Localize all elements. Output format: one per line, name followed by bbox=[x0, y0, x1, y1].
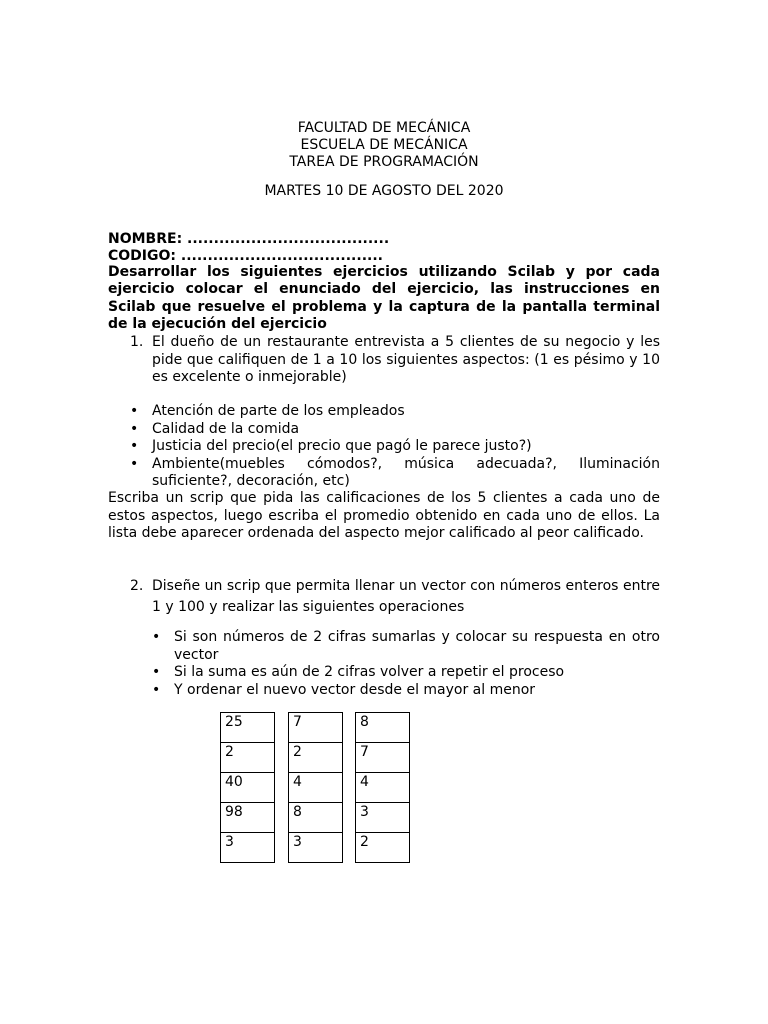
exercise-2-bullets bbox=[152, 629, 660, 699]
table-cell: 8 bbox=[356, 713, 410, 743]
bullet-icon: • bbox=[152, 681, 161, 698]
vector-table-2 bbox=[288, 712, 343, 863]
faculty-title: FACULTAD DE MECÁNICA bbox=[297, 120, 471, 136]
exercise-2 bbox=[108, 576, 660, 618]
table-cell: 3 bbox=[221, 833, 275, 863]
vector-table-3 bbox=[355, 712, 410, 863]
table-cell: 2 bbox=[356, 833, 410, 863]
assignment-date: MARTES 10 DE AGOSTO DEL 2020 bbox=[264, 183, 504, 199]
bullet-icon: • bbox=[130, 438, 139, 454]
exercise-1-text: El dueño de un restaurante entrevista a 5 clientes de su negocio y les pide que califiquen de 1 a 10 los siguientes aspectos: (1 es pésimo y 10 es excelente o inmejorable) bbox=[152, 334, 660, 385]
bullet-icon: • bbox=[152, 629, 161, 645]
table-cell: 7 bbox=[356, 743, 410, 773]
table-cell: 2 bbox=[289, 743, 343, 773]
exercise-1-number: 1. bbox=[130, 334, 144, 350]
exercise-2-text: Diseñe un scrip que permita llenar un vector con números enteros entre 1 y 100 y realizar las siguientes operaciones bbox=[152, 578, 660, 615]
exercise-1 bbox=[108, 334, 660, 387]
instructions-paragraph: Desarrollar los siguientes ejercicios utilizando Scilab y por cada ejercicio colocar el enunciado del ejercicio, las instrucciones en Scilab que resuelve el problema y la captura de la pantalla terminal de la ejecución del ejercicio bbox=[108, 264, 660, 332]
list-item: • Calidad de la comida bbox=[130, 420, 300, 437]
table-cell: 4 bbox=[356, 773, 410, 803]
bullet-icon: • bbox=[152, 664, 161, 680]
bullet-icon: • bbox=[130, 455, 139, 472]
list-item: • Justicia del precio(el precio que pagó le parece justo?) bbox=[130, 438, 532, 454]
table-cell: 3 bbox=[289, 833, 343, 863]
table-cell: 25 bbox=[221, 713, 275, 743]
vector-table-1 bbox=[220, 712, 275, 863]
list-item: • Si son números de 2 cifras sumarlas y colocar su respuesta en otro vector bbox=[152, 629, 660, 663]
table-cell: 2 bbox=[221, 743, 275, 773]
nombre-field: NOMBRE: ...................................... bbox=[108, 231, 390, 247]
bullet-icon: • bbox=[130, 403, 139, 419]
table-cell: 3 bbox=[356, 803, 410, 833]
table-cell: 98 bbox=[221, 803, 275, 833]
bullet-icon: • bbox=[130, 420, 139, 437]
table-cell: 4 bbox=[289, 773, 343, 803]
list-item: • Y ordenar el nuevo vector desde el mayor al menor bbox=[152, 681, 536, 698]
exercise-1-paragraph: Escriba un scrip que pida las calificaciones de los 5 clientes a cada uno de estos aspectos, luego escriba el promedio obtenido en cada uno de ellos. La lista debe aparecer ordenada del aspecto mejor calificado al peor calificado. bbox=[108, 490, 660, 542]
codigo-field: CODIGO: ...................................... bbox=[108, 248, 383, 264]
table-cell: 7 bbox=[289, 713, 343, 743]
exercise-1-bullets bbox=[130, 403, 660, 491]
exercise-2-number: 2. bbox=[130, 578, 144, 594]
list-item: • Ambiente(muebles cómodos?, música adecuada?, Iluminación suficiente?, decoración, etc) bbox=[130, 455, 660, 489]
list-item: • Si la suma es aún de 2 cifras volver a repetir el proceso bbox=[152, 664, 565, 680]
assignment-title: TAREA DE PROGRAMACIÓN bbox=[289, 154, 479, 170]
table-cell: 40 bbox=[221, 773, 275, 803]
list-item: • Atención de parte de los empleados bbox=[130, 403, 405, 419]
document-header bbox=[0, 120, 768, 171]
table-cell: 8 bbox=[289, 803, 343, 833]
school-title: ESCUELA DE MECÁNICA bbox=[300, 137, 468, 153]
